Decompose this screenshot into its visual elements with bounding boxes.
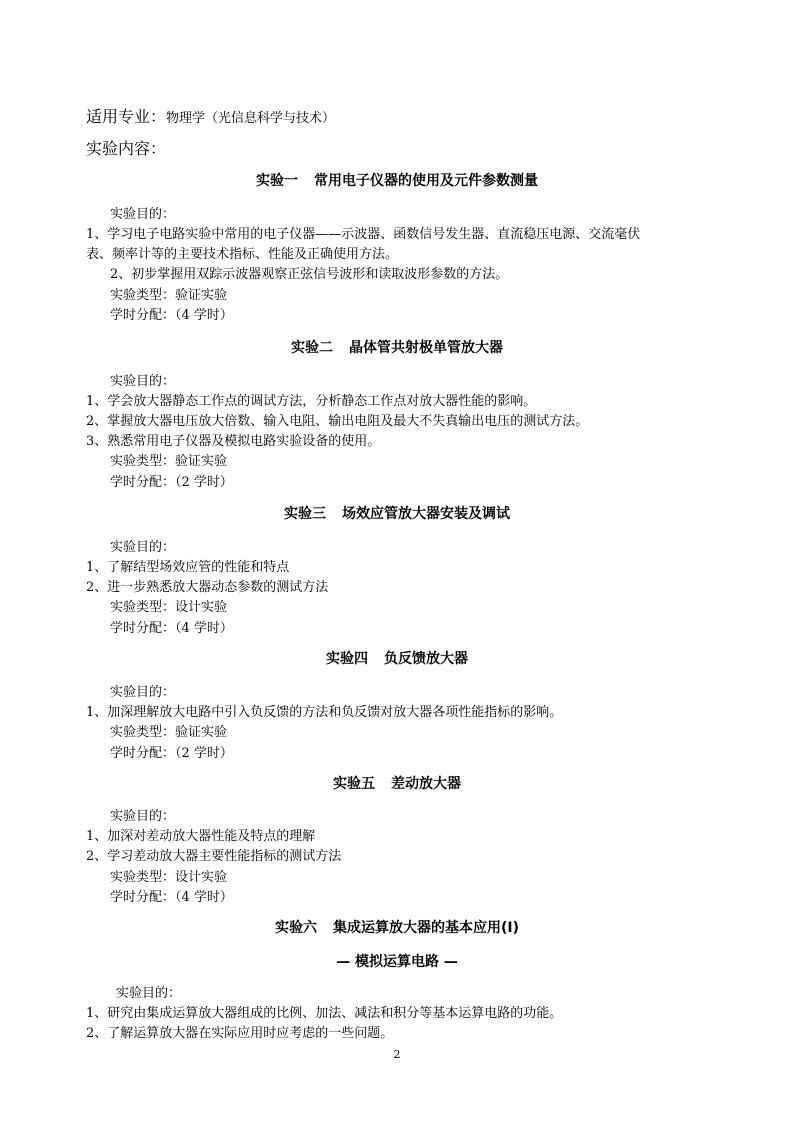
experiment-4-purpose-label: 实验目的： — [110, 685, 176, 700]
experiment-5-hours: 学时分配：（4 学时） — [110, 890, 233, 905]
experiment-5-line-2: 2、学习差动放大器主要性能指标的测试方法 — [86, 849, 342, 864]
experiment-4-hours: 学时分配：（2 学时） — [110, 746, 233, 761]
major-value: 物理学（光信息科学与技术） — [166, 111, 336, 126]
experiment-6-purpose-label: 实验目的： — [116, 986, 182, 1001]
experiment-1-title: 常用电子仪器的使用及元件参数测量 — [314, 173, 538, 189]
experiment-2-heading — [0, 338, 794, 358]
experiment-3-title: 场效应管放大器安装及调试 — [342, 506, 510, 522]
content-label: 实验内容： — [86, 139, 167, 158]
experiment-5-purpose-label: 实验目的： — [110, 809, 176, 824]
experiment-2-type: 实验类型：验证实验 — [110, 454, 228, 469]
experiment-2-hours: 学时分配：（2 学时） — [110, 475, 233, 490]
experiment-4-heading — [0, 649, 794, 669]
experiment-1-purpose-label: 实验目的： — [110, 207, 176, 222]
experiment-2-line-3: 3、熟悉常用电子仪器及模拟电路实验设备的使用。 — [86, 434, 381, 449]
experiment-3-number: 实验三 — [284, 506, 326, 522]
experiment-2-line-2: 2、掌握放大器电压放大倍数、输入电阻、输出电阻及最大不失真输出电压的测试方法。 — [86, 414, 589, 429]
experiment-2-purpose-label: 实验目的： — [110, 374, 176, 389]
experiment-5-type: 实验类型：设计实验 — [110, 870, 228, 885]
experiment-3-hours: 学时分配：（4 学时） — [110, 621, 233, 636]
experiment-4-number: 实验四 — [326, 651, 368, 667]
major-line — [86, 106, 335, 130]
experiment-3-heading — [0, 504, 794, 524]
experiment-3-line-2: 2、进一步熟悉放大器动态参数的测试方法 — [86, 580, 329, 595]
experiment-5-title: 差动放大器 — [391, 776, 461, 792]
experiment-6-subtitle: — 模拟运算电路 — — [336, 954, 458, 970]
experiment-1-type: 实验类型：验证实验 — [110, 288, 228, 303]
experiment-2-line-1: 1、学会放大器静态工作点的调试方法，分析静态工作点对放大器性能的影响。 — [86, 394, 537, 409]
experiment-6-heading — [0, 918, 794, 938]
experiment-6-line-2: 2、了解运算放大器在实际应用时应考虑的一些问题。 — [86, 1026, 394, 1041]
experiment-4-title: 负反馈放大器 — [384, 651, 468, 667]
experiment-4-line-1: 1、加深理解放大电路中引入负反馈的方法和负反馈对放大器各项性能指标的影响。 — [86, 705, 563, 720]
experiment-5-heading — [0, 774, 794, 794]
experiment-6-line-1: 1、研究由集成运算放大器组成的比例、加法、减法和积分等基本运算电路的功能。 — [86, 1006, 563, 1021]
page-number: 2 — [393, 1048, 401, 1061]
experiment-3-purpose-label: 实验目的： — [110, 540, 176, 555]
major-label: 适用专业： — [86, 107, 167, 126]
experiment-1-line-1: 1、学习电子电路实验中常用的电子仪器——示波器、函数信号发生器、直流稳压电源、交流毫伏 — [86, 227, 641, 242]
experiment-2-title: 晶体管共射极单管放大器 — [349, 340, 503, 356]
experiment-1-heading — [0, 171, 794, 191]
experiment-3-type: 实验类型：设计实验 — [110, 600, 228, 615]
experiment-5-line-1: 1、加深对差动放大器性能及特点的理解 — [86, 829, 316, 844]
experiment-4-type: 实验类型：验证实验 — [110, 725, 228, 740]
experiment-1-hours: 学时分配：（4 学时） — [110, 308, 233, 323]
experiment-5-number: 实验五 — [333, 776, 375, 792]
experiment-1-line-2: 表、频率计等的主要技术指标、性能及正确使用方法。 — [86, 247, 399, 262]
experiment-6-number: 实验六 — [274, 920, 317, 936]
experiment-2-number: 实验二 — [291, 340, 333, 356]
experiment-3-line-1: 1、了解结型场效应管的性能和特点 — [86, 560, 290, 575]
experiment-6-title: 集成运算放大器的基本应用(I) — [332, 920, 519, 936]
experiment-1-line-3: 2、初步掌握用双踪示波器观察正弦信号波形和读取波形参数的方法。 — [110, 267, 509, 282]
experiment-1-number: 实验一 — [256, 173, 298, 189]
